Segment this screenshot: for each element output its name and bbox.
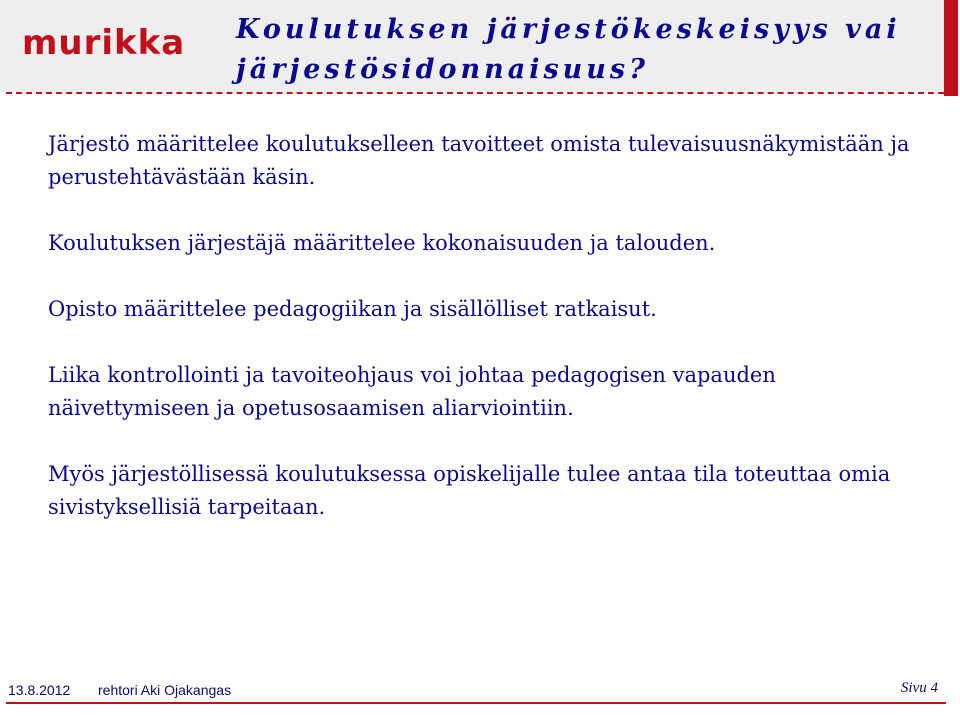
footer-date: 13.8.2012 — [8, 682, 71, 698]
header-divider — [6, 92, 944, 94]
page-number: Sivu 4 — [900, 680, 938, 696]
murikka-logo: murikka — [22, 23, 186, 63]
paragraph: Myös järjestöllisessä koulutuksessa opiskelijalle tulee antaa tila toteuttaa omia sivistyksellisiä tarpeitaan. — [48, 462, 891, 519]
paragraph: Liika kontrollointi ja tavoiteohjaus voi johtaa pedagogisen vapauden näivettymiseen ja opetusosaamisen aliarviointiin. — [48, 363, 776, 420]
footer-author: rehtori Aki Ojakangas — [98, 682, 232, 698]
paragraph: Koulutuksen järjestäjä määrittelee kokonaisuuden ja talouden. — [48, 231, 716, 255]
accent-bar — [944, 0, 958, 96]
slide-body — [48, 128, 928, 557]
paragraph: Opisto määrittelee pedagogiikan ja sisällölliset ratkaisut. — [48, 297, 657, 321]
footer-divider — [6, 702, 946, 704]
paragraph: Järjestö määrittelee koulutukselleen tavoitteet omista tulevaisuusnäkymistään ja perustehtävästään käsin. — [48, 132, 910, 189]
slide-title: Koulutuksen järjestökeskeisyys vai järjestösidonnaisuus? — [236, 14, 901, 85]
